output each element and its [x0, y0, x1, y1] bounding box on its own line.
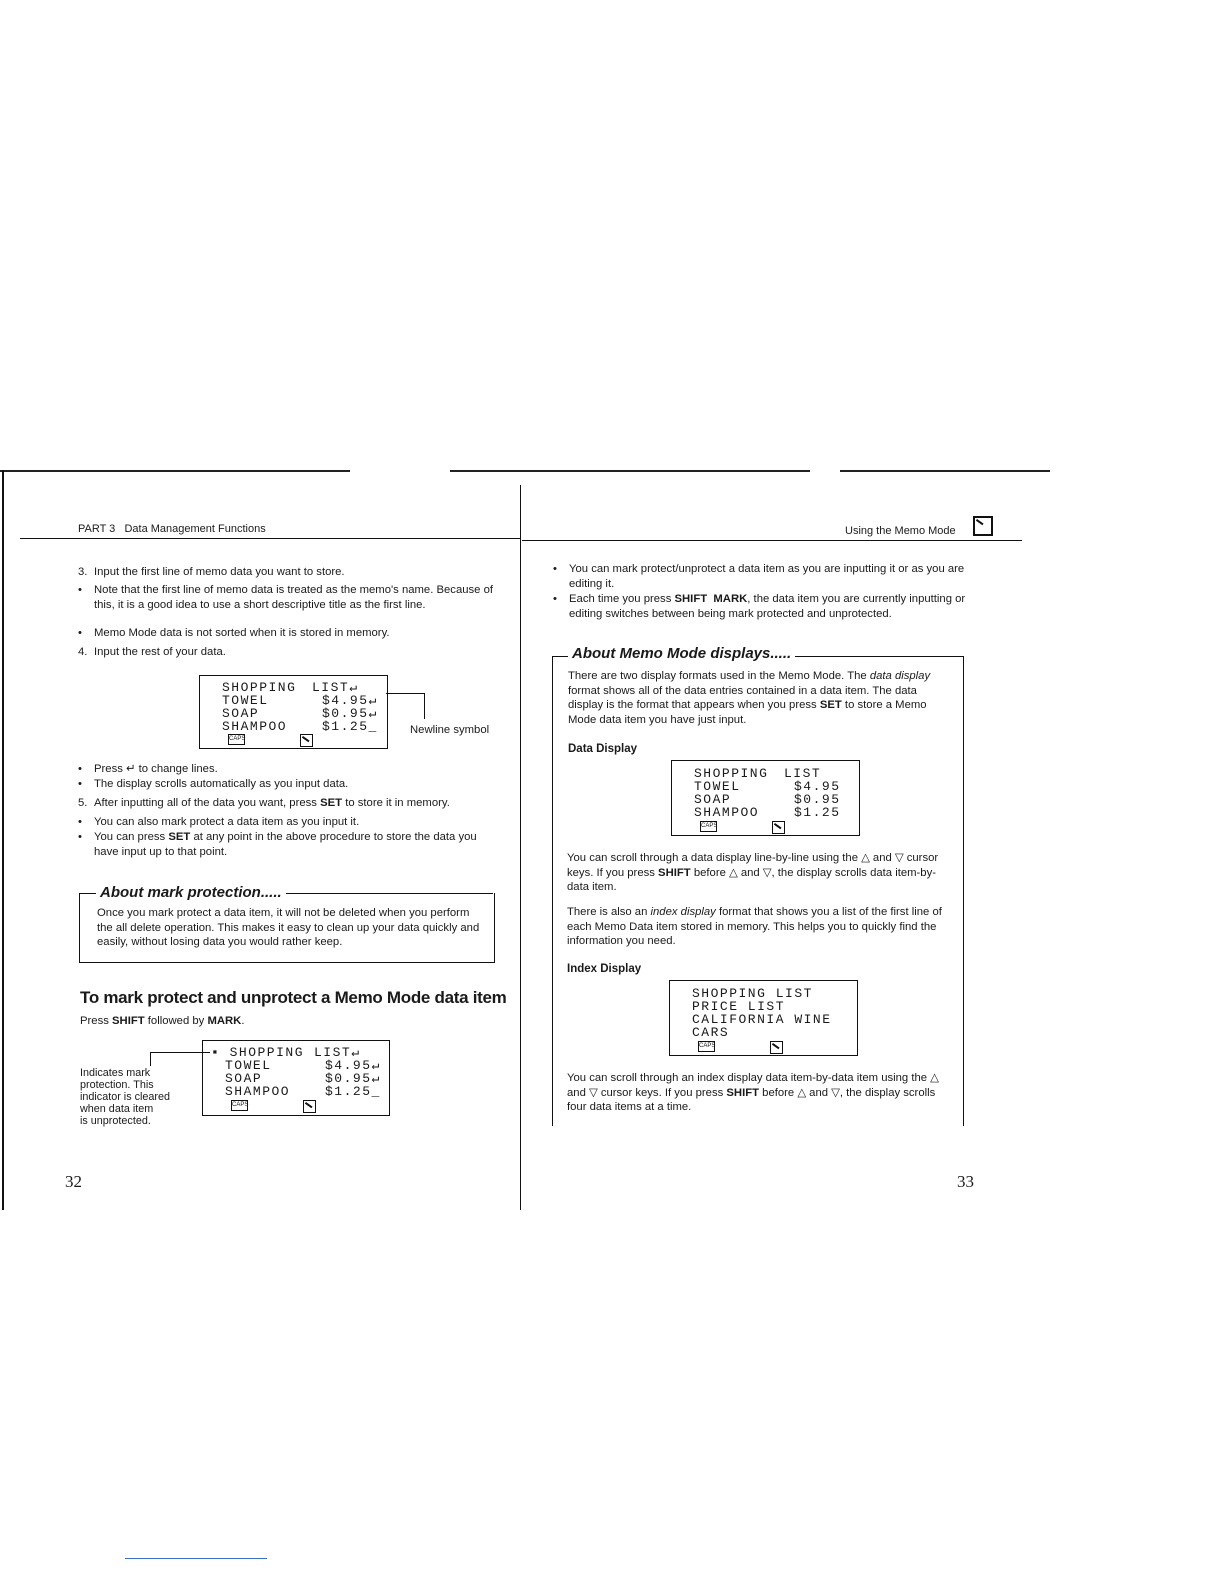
page-number-left: 32 [65, 1172, 82, 1191]
displays-box-title: About Memo Mode displays..... [568, 645, 795, 662]
callout-line-h [386, 693, 424, 694]
caps-indicator: CAPS [698, 1041, 715, 1052]
lcd-display-marked: ▪ SHOPPING LIST↵ TOWEL $4.95↵ SOAP $0.95↵ SHAMPOO $1.25_ CAPS [202, 1040, 390, 1116]
left-edge-line [2, 470, 4, 1210]
step-5: 5. After inputting all of the data you want, press SET to store it in memory. [78, 797, 450, 809]
mark-box-text: Once you mark protect a data item, it will not be deleted when you perform the all delete operation. This makes it easy to clean up your data quickly and easily, without losing data you would rather keep. [97, 907, 480, 948]
memo-mode-icon [300, 734, 313, 747]
callout-line-v [424, 693, 425, 719]
top-border-right [840, 470, 1050, 472]
index-display-scroll-text: You can scroll through an index display data item-by-data item using the △ and ▽ cursor keys. If you press SHIFT before △ and ▽, the display scrolls four data items at a time. [567, 1072, 939, 1113]
bullet-not-sorted: • Memo Mode data is not sorted when it is stored in memory. [78, 627, 390, 639]
bullet-first-line-name: • Note that the first line of memo data is treated as the memo's name. Because of this, it is a good idea to use a short descriptive title as the first line. [78, 584, 494, 611]
lcd-index-display: SHOPPING LIST PRICE LIST CALIFORNIA WINE CARS CAPS [669, 980, 858, 1056]
step-4: 4. Input the rest of your data. [78, 646, 226, 658]
caps-indicator: CAPS [228, 734, 245, 745]
mark-callout-line-v [150, 1052, 151, 1066]
memo-mode-icon [303, 1100, 316, 1113]
index-display-label: Index Display [567, 963, 642, 975]
left-running-header [78, 523, 266, 535]
right-running-header [845, 525, 956, 537]
data-display-label: Data Display [568, 743, 638, 755]
memo-mode-icon [770, 1041, 783, 1054]
page-number-right: 33 [957, 1172, 974, 1191]
index-display-intro: There is also an index display format that shows you a list of the first line of each Memo Data item stored in memory. This helps you to quickly find the information you need. [567, 906, 942, 947]
chapter-title: Using the Memo Mode [845, 525, 956, 537]
section-instruction: Press SHIFT followed by MARK. [80, 1015, 245, 1027]
memo-mode-header-icon [973, 516, 993, 536]
top-border-left [0, 470, 350, 472]
memo-mode-icon [772, 821, 785, 834]
bullet-press-set: • You can press SET at any point in the above procedure to store the data you have input up to that point. [78, 831, 477, 858]
part-title: Data Management Functions [124, 523, 266, 535]
section-heading: To mark protect and unprotect a Memo Mode data item [80, 988, 507, 1007]
step-3: 3. Input the first line of memo data you want to store. [78, 566, 345, 578]
lcd-data-display: SHOPPING LIST TOWEL $4.95 SOAP $0.95 SHAMPOO $1.25 CAPS [671, 760, 860, 836]
mark-box-title: About mark protection..... [96, 884, 286, 901]
right-header-rule [522, 540, 1022, 541]
left-header-rule [20, 538, 520, 539]
top-border-mid [450, 470, 810, 472]
data-display-scroll-text: You can scroll through a data display line-by-line using the △ and ▽ cursor keys. If you press SHIFT before △ and ▽, the display scrolls data item-by-data item. [567, 852, 939, 893]
newline-symbol-callout: Newline symbol [410, 724, 490, 736]
part-label: PART 3 [78, 523, 116, 535]
bottom-scan-line [125, 1558, 267, 1559]
bullet-mark-while-editing: • You can mark protect/unprotect a data item as you are inputting it or as you are editing it. [553, 563, 965, 590]
bullet-shift-mark: • Each time you press SHIFT MARK, the data item you are currently inputting or editing switches between being mark protected and unprotected. [553, 593, 966, 620]
bullet-scrolls: • The display scrolls automatically as you input data. [78, 778, 349, 790]
bullet-mark-protect-input: • You can also mark protect a data item as you input it. [78, 816, 360, 828]
lcd-display-input: SHOPPING LIST↵ TOWEL $4.95↵ SOAP $0.95↵ SHAMPOO $1.25_ CAPS [199, 675, 388, 749]
caps-indicator: CAPS [700, 821, 717, 832]
spine-line [520, 485, 521, 1210]
mark-callout-line-h [150, 1052, 210, 1053]
displays-intro: There are two display formats used in the Memo Mode. The data display format shows all of the data entries contained in a data item. The data display is the format that appears when you press SET to store a Memo Mode data item you have just input. [568, 670, 931, 726]
bullet-press-newline: • Press ↵ to change lines. [78, 763, 218, 775]
mark-indicator-callout: Indicates mark protection. This indicator is cleared when data item is unprotected. [80, 1067, 171, 1127]
caps-indicator: CAPS [231, 1100, 248, 1111]
